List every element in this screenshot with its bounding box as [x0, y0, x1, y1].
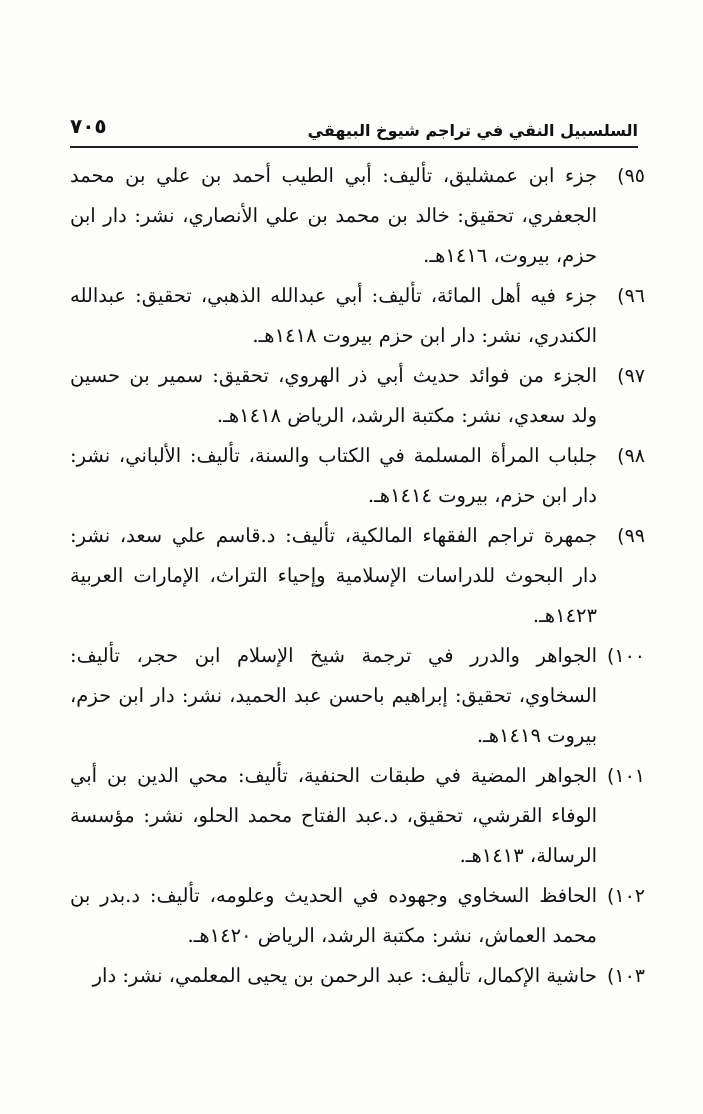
entry-number: ١٠١): [606, 765, 645, 787]
entry-text: الجواهر المضية في طبقات الحنفية، تأليف: محي الدين بن أبي الوفاء القرشي، تحقيق، د.عبد الفتاح محمد الحلو، نشر: مؤسسة الرسالة، ١٤١٣هـ.: [70, 764, 597, 867]
entry-number: ٩٧): [617, 365, 645, 387]
entry-text: الجواهر والدرر في ترجمة شيخ الإسلام ابن حجر، تأليف: السخاوي، تحقيق: إبراهيم باحسن عبد الحميد، نشر: دار ابن حزم، بيروت ١٤١٩هـ.: [70, 644, 597, 747]
bibliography-list: [70, 156, 645, 996]
entry-text: جزء ابن عمشليق، تأليف: أبي الطيب أحمد بن علي بن محمد الجعفري، تحقيق: خالد بن محمد بن علي الأنصاري، نشر: دار ابن حزم، بيروت، ١٤١٦هـ.: [70, 164, 597, 267]
bibliography-entry: [70, 516, 645, 636]
entry-number: ١٠٠): [606, 645, 645, 667]
entry-number: ٩٦): [617, 285, 645, 307]
entry-text: جزء فيه أهل المائة، تأليف: أبي عبدالله الذهبي، تحقيق: عبدالله الكندري، نشر: دار ابن حزم بيروت ١٤١٨هـ.: [70, 284, 597, 347]
page-header: [70, 98, 638, 148]
bibliography-entry: [70, 756, 645, 876]
entry-text: جمهرة تراجم الفقهاء المالكية، تأليف: د.قاسم علي سعد، نشر: دار البحوث للدراسات الإسلامية وإحياء التراث، الإمارات العربية ١٤٢٣هـ.: [70, 524, 597, 627]
entry-text: حاشية الإكمال، تأليف: عبد الرحمن بن يحيى المعلمي، نشر: دار: [92, 964, 597, 987]
running-title: السلسبيل النقي في تراجم شيوخ البيهقي: [307, 121, 638, 140]
bibliography-entry: [70, 276, 645, 356]
bibliography-entry: [70, 876, 645, 956]
bibliography-entry: [70, 436, 645, 516]
entry-text: الحافظ السخاوي وجهوده في الحديث وعلومه، تأليف: د.بدر بن محمد العماش، نشر: مكتبة الرشد، الرياض ١٤٢٠هـ.: [70, 884, 597, 947]
entry-number: ١٠٢): [606, 885, 645, 907]
entry-number: ٩٨): [617, 445, 645, 467]
bibliography-entry: [70, 956, 645, 996]
entry-text: جلباب المرأة المسلمة في الكتاب والسنة، تأليف: الألباني، نشر: دار ابن حزم، بيروت ١٤١٤هـ.: [70, 444, 597, 507]
bibliography-entry: [70, 636, 645, 756]
entry-text: الجزء من فوائد حديث أبي ذر الهروي، تحقيق: سمير بن حسين ولد سعدي، نشر: مكتبة الرشد، الرياض ١٤١٨هـ.: [70, 364, 597, 427]
entry-number: ١٠٣): [606, 965, 645, 987]
bibliography-entry: [70, 156, 645, 276]
entry-number: ٩٩): [617, 525, 645, 547]
page-number: ٧٠٥: [70, 114, 107, 138]
entry-number: ٩٥): [617, 165, 645, 187]
bibliography-entry: [70, 356, 645, 436]
